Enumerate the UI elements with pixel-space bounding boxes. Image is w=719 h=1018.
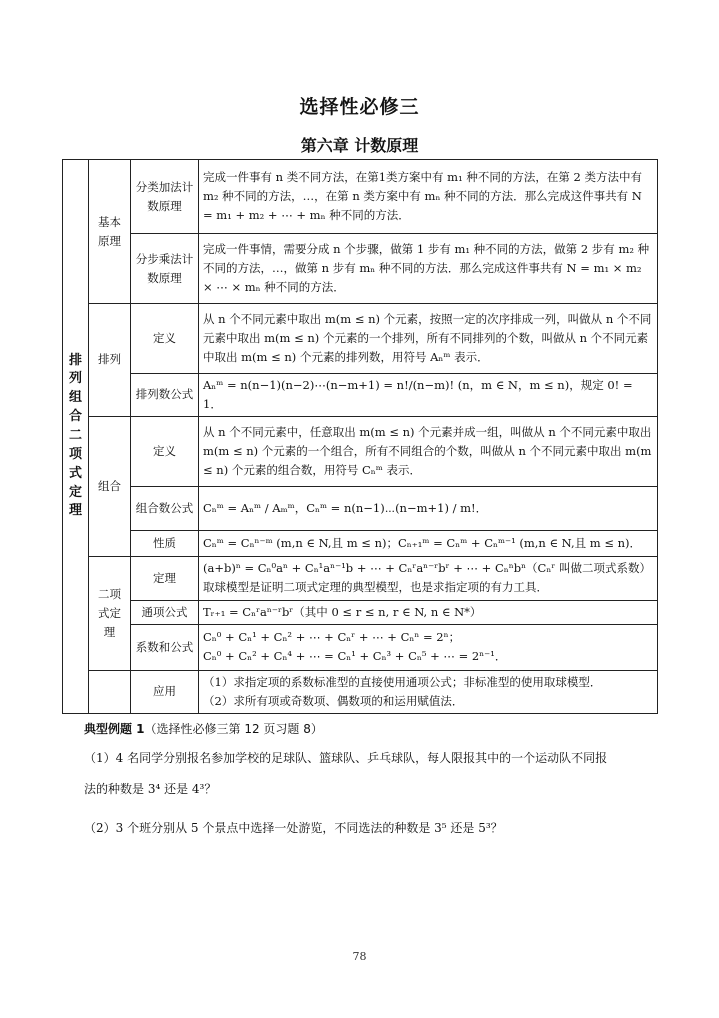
binomial-theorem-line: (a+b)ⁿ = Cₙ⁰aⁿ + Cₙ¹aⁿ⁻¹b + ⋯ + Cₙʳaⁿ⁻ʳbʳ + ⋯ + Cₙⁿbⁿ（Cₙʳ 叫做二项式系数）: [203, 561, 651, 576]
table-row: [63, 304, 658, 374]
binomial-theorem-text: [199, 556, 658, 600]
binomial-label: 二项式定理: [98, 586, 121, 639]
table-row: [63, 530, 658, 556]
book-title: 选择性必修三: [299, 96, 420, 118]
application-name: 应用: [131, 670, 199, 713]
multiplication-principle-name: 分步乘法计数原理: [131, 234, 199, 304]
table-row: [63, 374, 658, 417]
basic-principles-cell: [89, 160, 131, 304]
basic-principles-label: 基本原理: [98, 214, 121, 248]
combination-definition-text: 从 n 个不同元素中，任意取出 m(m ≤ n) 个元素并成一组，叫做从 n 个不同元素中取出 m(m ≤ n) 个元素的一个组合，所有不同组合的个数，叫做从 n 个不同元素中取出 m(m ≤ n) 个元素的组合数，用符号 Cₙᵐ 表示．: [199, 416, 658, 486]
permutation-cell: [89, 304, 131, 417]
table-row: [63, 486, 658, 530]
combination-label: 组合: [98, 478, 121, 493]
example-title-source: （选择性必修三第 12 页习题 8）: [144, 722, 323, 736]
combination-formula-text: Cₙᵐ = Aₙᵐ / Aₘᵐ，Cₙᵐ = n(n−1)⋯(n−m+1) / m!．: [199, 486, 658, 530]
application-line: （2）求所有项或奇数项、偶数项的和运用赋值法．: [203, 693, 464, 708]
addition-principle-text: 完成一件事有 n 类不同方法，在第1类方案中有 m₁ 种不同的方法，在第 2 类方法中有 m₂ 种不同的方法，…，在第 n 类方案中有 mₙ 种不同的方法．那么完成这件事共有 N = m₁ + m₂ + ⋯ + mₙ 种不同的方法．: [199, 160, 658, 234]
table-row: [63, 556, 658, 600]
addition-principle-name: 分类加法计数原理: [131, 160, 199, 234]
main-heading: 排列组合二项式定理: [68, 352, 82, 519]
application-text: [199, 670, 658, 713]
multiplication-principle-text: 完成一件事情，需要分成 n 个步骤，做第 1 步有 m₁ 种不同的方法，做第 2 步有 m₂ 种不同的方法，…，做第 n 步有 mₙ 种不同的方法．那么完成这件事共有 N = m₁ × m₂ × ⋯ × mₙ 种不同的方法．: [199, 234, 658, 304]
coefficient-sum-line: Cₙ⁰ + Cₙ¹ + Cₙ² + ⋯ + Cₙʳ + ⋯ + Cₙⁿ = 2ⁿ；: [203, 630, 461, 645]
general-term-name: 通项公式: [131, 600, 199, 624]
application-line: （1）求指定项的系数标准型的直接使用通项公式；非标准型的使用取球模型．: [203, 674, 602, 689]
permutation-formula-text: Aₙᵐ = n(n−1)(n−2)⋯(n−m+1) = n!/(n−m)! (n，m ∈ N，m ≤ n)，规定 0! = 1．: [199, 374, 658, 417]
coefficient-sum-text: [199, 624, 658, 670]
binomial-theorem-line: 取球模型是证明二项式定理的典型模型，也是求指定项的有力工具．: [203, 580, 548, 595]
table-row: [63, 624, 658, 670]
combination-definition-name: 定义: [131, 416, 199, 486]
table-row: [63, 234, 658, 304]
permutation-formula-name: 排列数公式: [131, 374, 199, 417]
combination-cell: [89, 416, 131, 556]
coefficient-sum-line: Cₙ⁰ + Cₙ² + Cₙ⁴ + ⋯ = Cₙ¹ + Cₙ³ + Cₙ⁵ + ⋯ = 2ⁿ⁻¹．: [203, 649, 507, 664]
empty-cell: [89, 670, 131, 713]
table-row: [63, 416, 658, 486]
table-row: [63, 600, 658, 624]
summary-table: [62, 159, 658, 714]
combination-property-name: 性质: [131, 530, 199, 556]
page-number: 78: [352, 950, 367, 963]
binomial-cell: [89, 556, 131, 670]
question-1-line-2: 法的种数是 3⁴ 还是 4³？: [84, 782, 217, 796]
main-heading-cell: [63, 160, 89, 714]
general-term-text: Tᵣ₊₁ = Cₙʳaⁿ⁻ʳbʳ（其中 0 ≤ r ≤ n, r ∈ N, n ∈ N*）: [199, 600, 658, 624]
table-row: [63, 670, 658, 713]
question-1-line-1: （1）4 名同学分别报名参加学校的足球队、篮球队、乒乓球队，每人限报其中的一个运动队不同报: [84, 751, 608, 765]
chapter-title: 第六章 计数原理: [300, 136, 419, 155]
coefficient-sum-name: 系数和公式: [131, 624, 199, 670]
table-row: [63, 160, 658, 234]
combination-property-text: Cₙᵐ = Cₙⁿ⁻ᵐ (m,n ∈ N,且 m ≤ n)；Cₙ₊₁ᵐ = Cₙᵐ + Cₙᵐ⁻¹ (m,n ∈ N,且 m ≤ n)．: [199, 530, 658, 556]
permutation-definition-text: 从 n 个不同元素中取出 m(m ≤ n) 个元素，按照一定的次序排成一列，叫做从 n 个不同元素中取出 m(m ≤ n) 个元素的一个排列，所有不同排列的个数，叫做从 n 个不同元素中取出 m(m ≤ n) 个元素的排列数，用符号 Aₙᵐ 表示．: [199, 304, 658, 374]
binomial-theorem-name: 定理: [131, 556, 199, 600]
combination-formula-name: 组合数公式: [131, 486, 199, 530]
question-2: （2）3 个班分别从 5 个景点中选择一处游览，不同选法的种数是 3⁵ 还是 5³？: [84, 821, 503, 835]
example-title-bold: 典型例题 1: [84, 722, 145, 736]
permutation-definition-name: 定义: [131, 304, 199, 374]
example-title: [84, 720, 323, 737]
permutation-label: 排列: [98, 352, 121, 367]
